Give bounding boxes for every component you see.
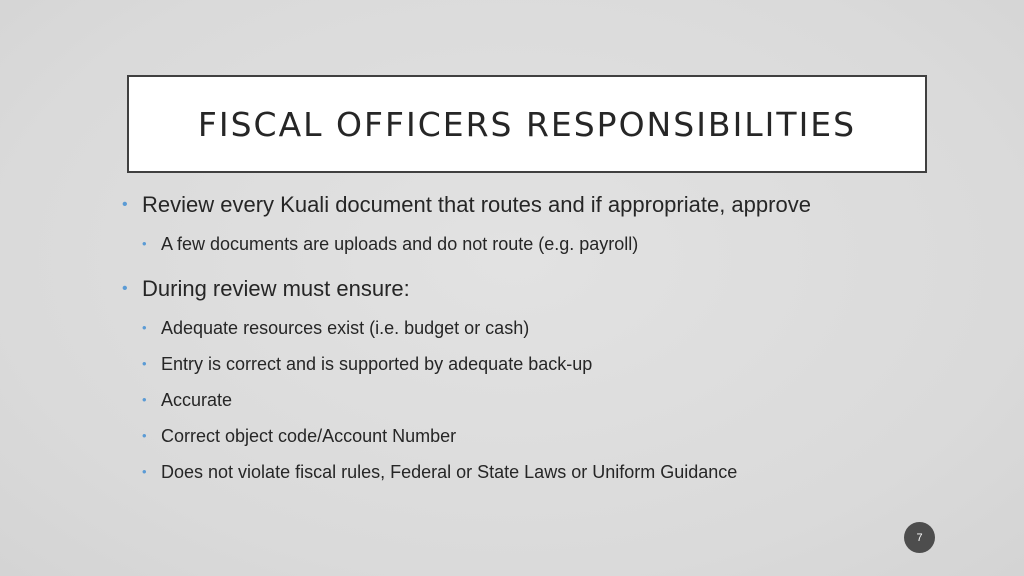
bullet-dot-icon: • (142, 320, 147, 335)
bullet-dot-icon: • (142, 356, 147, 371)
title-box (127, 75, 927, 173)
sub-bullet-text: Accurate (161, 390, 233, 410)
bullet-dot-icon: • (142, 464, 147, 479)
bullet-dot-icon: • (122, 196, 128, 213)
sub-bullet-text: A few documents are uploads and do not route (e.g. payroll) (161, 234, 639, 254)
bullet-dot-icon: • (142, 392, 147, 407)
bullet-item (122, 190, 942, 219)
page-number-badge: 7 (904, 522, 935, 553)
sub-bullet-text: Adequate resources exist (i.e. budget or cash) (161, 318, 530, 338)
bullet-item (122, 274, 942, 303)
sub-bullet-item (122, 351, 942, 377)
bullet-dot-icon: • (122, 280, 128, 297)
sub-bullet-item (122, 387, 942, 413)
sub-bullet-text: Entry is correct and is supported by adequate back-up (161, 354, 593, 374)
sub-bullet-text: Does not violate fiscal rules, Federal or State Laws or Uniform Guidance (161, 462, 738, 482)
slide-title: FISCAL OFFICERS RESPONSIBILITIES (197, 104, 857, 144)
bullet-dot-icon: • (142, 236, 147, 251)
bullet-text: Review every Kuali document that routes and if appropriate, approve (142, 192, 811, 217)
sub-bullet-item (122, 459, 942, 485)
sub-bullet-item (122, 231, 942, 257)
sub-bullet-item (122, 423, 942, 449)
sub-bullet-text: Correct object code/Account Number (161, 426, 457, 446)
bullet-text: During review must ensure: (142, 276, 410, 301)
bullet-dot-icon: • (142, 428, 147, 443)
sub-bullet-item (122, 315, 942, 341)
bullet-list (122, 190, 942, 485)
